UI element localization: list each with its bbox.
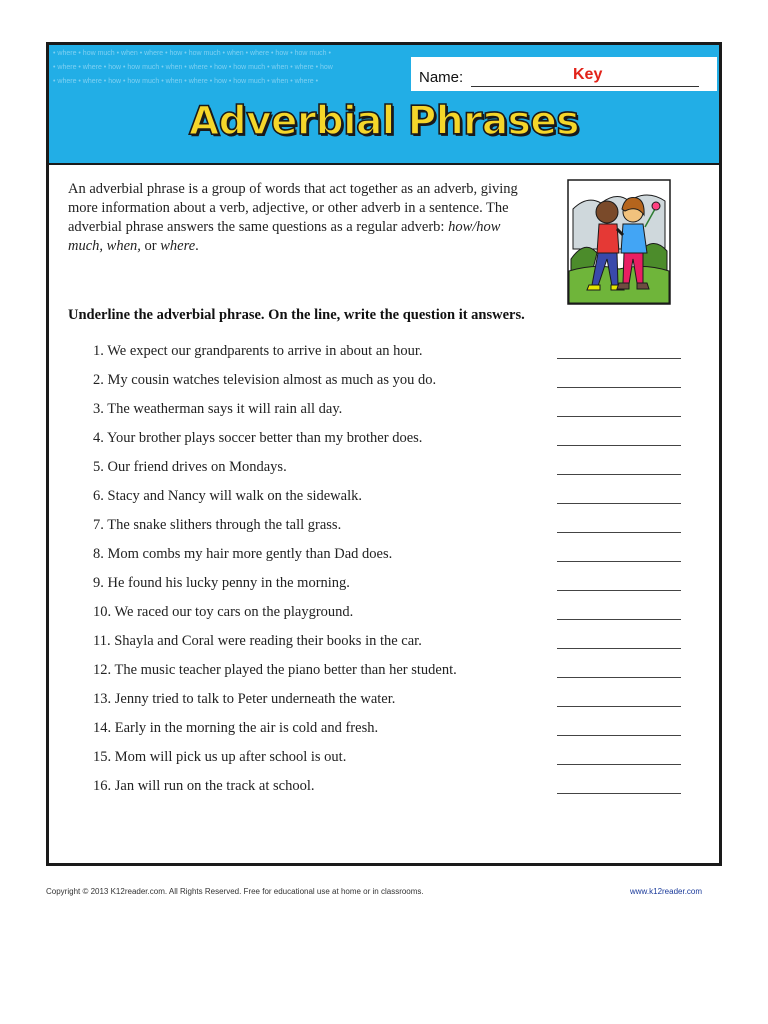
intro-connector: or (140, 238, 161, 254)
exercise-item (93, 691, 683, 720)
intro-paragraph (68, 180, 538, 256)
exercise-item (93, 575, 683, 604)
answer-line[interactable] (557, 648, 681, 649)
answer-line[interactable] (557, 590, 681, 591)
answer-line[interactable] (557, 503, 681, 504)
exercise-sentence: 15. Mom will pick us up after school is out. (93, 749, 347, 765)
copyright-notice: Copyright © 2013 K12reader.com. All Rights Reserved. Free for educational use at home or in classrooms. (46, 887, 424, 896)
exercise-sentence: 6. Stacy and Nancy will walk on the sidewalk. (93, 488, 362, 504)
exercise-sentence: 13. Jenny tried to talk to Peter underneath the water. (93, 691, 396, 707)
name-line[interactable] (471, 86, 699, 87)
exercise-item (93, 401, 683, 430)
page-title: Adverbial Phrases (188, 99, 580, 144)
exercise-item (93, 633, 683, 662)
exercise-item (93, 720, 683, 749)
intro-text: An adverbial phrase is a group of words that act together as an adverb, giving more information about a verb, adjective, or other adverb in a sentence. The adverbial phrase answers the same questions as a regular adverb: (68, 181, 518, 235)
name-label: Name: (419, 69, 464, 86)
exercise-sentence: 1. We expect our grandparents to arrive in about an hour. (93, 343, 423, 359)
exercise-sentence: 7. The snake slithers through the tall grass. (93, 517, 342, 533)
answer-line[interactable] (557, 358, 681, 359)
exercise-sentence: 8. Mom combs my hair more gently than Dad does. (93, 546, 393, 562)
exercise-item (93, 546, 683, 575)
answer-line[interactable] (557, 793, 681, 794)
instructions: Underline the adverbial phrase. On the line, write the question it answers. (68, 307, 525, 323)
exercise-sentence: 16. Jan will run on the track at school. (93, 778, 315, 794)
children-walking-illustration (567, 179, 671, 305)
exercise-sentence: 11. Shayla and Coral were reading their books in the car. (93, 633, 422, 649)
answer-line[interactable] (557, 735, 681, 736)
exercise-sentence: 3. The weatherman says it will rain all day. (93, 401, 343, 417)
exercise-item (93, 488, 683, 517)
exercise-sentence: 2. My cousin watches television almost as much as you do. (93, 372, 437, 388)
exercise-item (93, 517, 683, 546)
exercise-list (93, 343, 683, 807)
answer-line[interactable] (557, 532, 681, 533)
exercise-item (93, 749, 683, 778)
intro-italic-questions: how/how much, when, (68, 219, 501, 254)
answer-line[interactable] (557, 619, 681, 620)
exercise-sentence: 9. He found his lucky penny in the morning. (93, 575, 350, 591)
answer-line[interactable] (557, 445, 681, 446)
exercise-sentence: 10. We raced our toy cars on the playground. (93, 604, 354, 620)
answer-line[interactable] (557, 561, 681, 562)
intro-period: . (195, 238, 199, 254)
name-value: Key (573, 66, 603, 83)
exercise-item (93, 430, 683, 459)
exercise-item (93, 459, 683, 488)
header-banner (49, 45, 719, 165)
worksheet-frame (46, 42, 722, 866)
answer-line[interactable] (557, 677, 681, 678)
exercise-item (93, 343, 683, 372)
exercise-sentence: 4. Your brother plays soccer better than my brother does. (93, 430, 423, 446)
exercise-item (93, 372, 683, 401)
answer-line[interactable] (557, 416, 681, 417)
pattern-row: • where • where • how • how much • when • where • how • how much • when • where • (53, 78, 319, 85)
pattern-row: • where • how much • when • where • how • how much • when • where • how • how much • (53, 50, 331, 57)
name-box (411, 57, 717, 91)
intro-italic-where: where (160, 238, 196, 254)
answer-line[interactable] (557, 764, 681, 765)
exercise-item (93, 662, 683, 691)
exercise-item (93, 604, 683, 633)
website-link[interactable]: www.k12reader.com (630, 887, 703, 896)
exercise-item (93, 778, 683, 807)
answer-line[interactable] (557, 387, 681, 388)
answer-line[interactable] (557, 706, 681, 707)
answer-line[interactable] (557, 474, 681, 475)
exercise-sentence: 5. Our friend drives on Mondays. (93, 459, 287, 475)
banner-pattern (53, 47, 383, 89)
exercise-sentence: 14. Early in the morning the air is cold and fresh. (93, 720, 379, 736)
pattern-row: • where • where • how • how much • when • where • how • how much • when • where • how (53, 64, 333, 71)
exercise-sentence: 12. The music teacher played the piano better than her student. (93, 662, 457, 678)
